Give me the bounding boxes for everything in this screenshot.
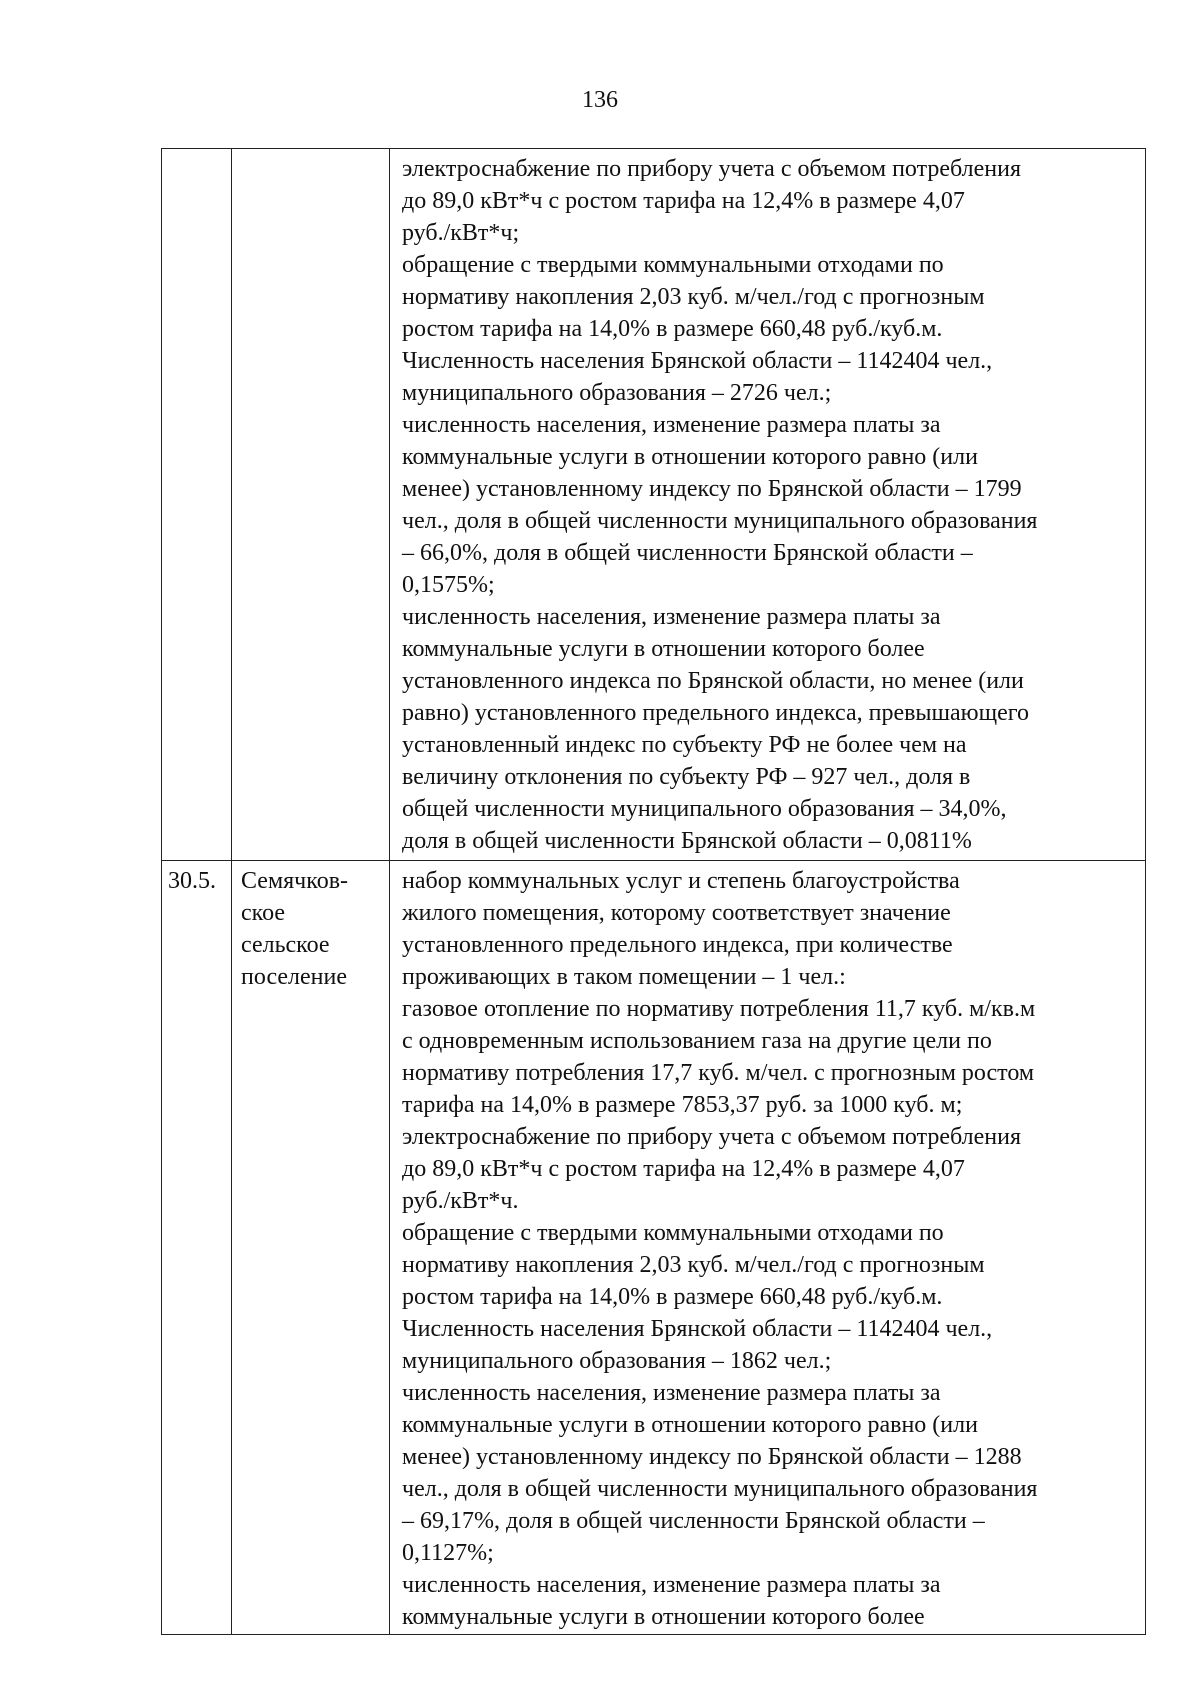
text-line: Численность населения Брянской области – 1142404 чел.,: [402, 348, 993, 374]
text-line: нормативу потребления 17,7 куб. м/чел. с прогнозным ростом: [402, 1060, 1035, 1086]
text-line: численность населения, изменение размера платы за: [402, 604, 941, 630]
text-line: менее) установленному индексу по Брянской области – 1799: [402, 476, 1022, 502]
text-line: установленного предельного индекса, при количестве: [402, 932, 953, 958]
text-line: газовое отопление по нормативу потребления 11,7 куб. м/кв.м: [402, 996, 1036, 1022]
text-line: тарифа на 14,0% в размере 7853,37 руб. за 1000 куб. м;: [402, 1092, 963, 1118]
document-table: [161, 148, 1146, 1635]
text-line: муниципального образования – 2726 чел.;: [402, 380, 832, 406]
text-line: проживающих в таком помещении – 1 чел.:: [402, 964, 846, 990]
text-line: численность населения, изменение размера платы за: [402, 412, 941, 438]
text-line: электроснабжение по прибору учета с объемом потребления: [402, 156, 1021, 182]
text-line: величину отклонения по субъекту РФ – 927 чел., доля в: [402, 764, 971, 790]
text-line: Семячков-: [241, 868, 349, 894]
row-2-number: 30.5.: [168, 868, 216, 894]
text-line: жилого помещения, которому соответствует значение: [402, 900, 951, 926]
text-line: установленного индекса по Брянской области, но менее (или: [402, 668, 1024, 694]
text-line: Численность населения Брянской области – 1142404 чел.,: [402, 1316, 993, 1342]
text-line: с одновременным использованием газа на другие цели по: [402, 1028, 992, 1054]
text-line: руб./кВт*ч;: [402, 220, 520, 246]
text-line: обращение с твердыми коммунальными отходами по: [402, 252, 944, 278]
text-line: муниципального образования – 1862 чел.;: [402, 1348, 832, 1374]
text-line: численность населения, изменение размера платы за: [402, 1380, 941, 1406]
row-2-name: [241, 865, 396, 993]
text-line: ростом тарифа на 14,0% в размере 660,48 руб./куб.м.: [402, 316, 943, 342]
text-line: – 66,0%, доля в общей численности Брянской области –: [402, 540, 973, 566]
text-line: – 69,17%, доля в общей численности Брянской области –: [402, 1508, 985, 1534]
row-divider: [162, 860, 1145, 861]
text-line: ростом тарифа на 14,0% в размере 660,48 руб./куб.м.: [402, 1284, 943, 1310]
text-line: менее) установленному индексу по Брянской области – 1288: [402, 1444, 1022, 1470]
text-line: коммунальные услуги в отношении которого более: [402, 1604, 925, 1630]
page-number: 136: [582, 87, 618, 113]
column-divider-1: [231, 149, 232, 1634]
text-line: электроснабжение по прибору учета с объемом потребления: [402, 1124, 1021, 1150]
text-line: руб./кВт*ч.: [402, 1188, 519, 1214]
text-line: установленный индекс по субъекту РФ не более чем на: [402, 732, 967, 758]
text-line: поселение: [241, 964, 348, 990]
text-line: доля в общей численности Брянской области – 0,0811%: [402, 828, 972, 854]
text-line: обращение с твердыми коммунальными отходами по: [402, 1220, 944, 1246]
text-line: равно) установленного предельного индекса, превышающего: [402, 700, 1029, 726]
text-line: коммунальные услуги в отношении которого равно (или: [402, 444, 978, 470]
row-1-description: [402, 153, 1144, 857]
text-line: набор коммунальных услуг и степень благоустройства: [402, 868, 960, 894]
text-line: численность населения, изменение размера платы за: [402, 1572, 941, 1598]
text-line: сельское: [241, 932, 330, 958]
text-line: нормативу накопления 2,03 куб. м/чел./год с прогнозным: [402, 1252, 985, 1278]
text-line: ское: [241, 900, 286, 926]
text-line: нормативу накопления 2,03 куб. м/чел./год с прогнозным: [402, 284, 985, 310]
text-line: общей численности муниципального образования – 34,0%,: [402, 796, 1007, 822]
text-line: 0,1127%;: [402, 1540, 494, 1566]
text-line: коммунальные услуги в отношении которого равно (или: [402, 1412, 978, 1438]
text-line: до 89,0 кВт*ч с ростом тарифа на 12,4% в размере 4,07: [402, 188, 965, 214]
text-line: 0,1575%;: [402, 572, 495, 598]
text-line: чел., доля в общей численности муниципального образования: [402, 1476, 1038, 1502]
text-line: до 89,0 кВт*ч с ростом тарифа на 12,4% в размере 4,07: [402, 1156, 965, 1182]
text-line: чел., доля в общей численности муниципального образования: [402, 508, 1038, 534]
row-2-description: [402, 865, 1144, 1633]
text-line: коммунальные услуги в отношении которого более: [402, 636, 925, 662]
